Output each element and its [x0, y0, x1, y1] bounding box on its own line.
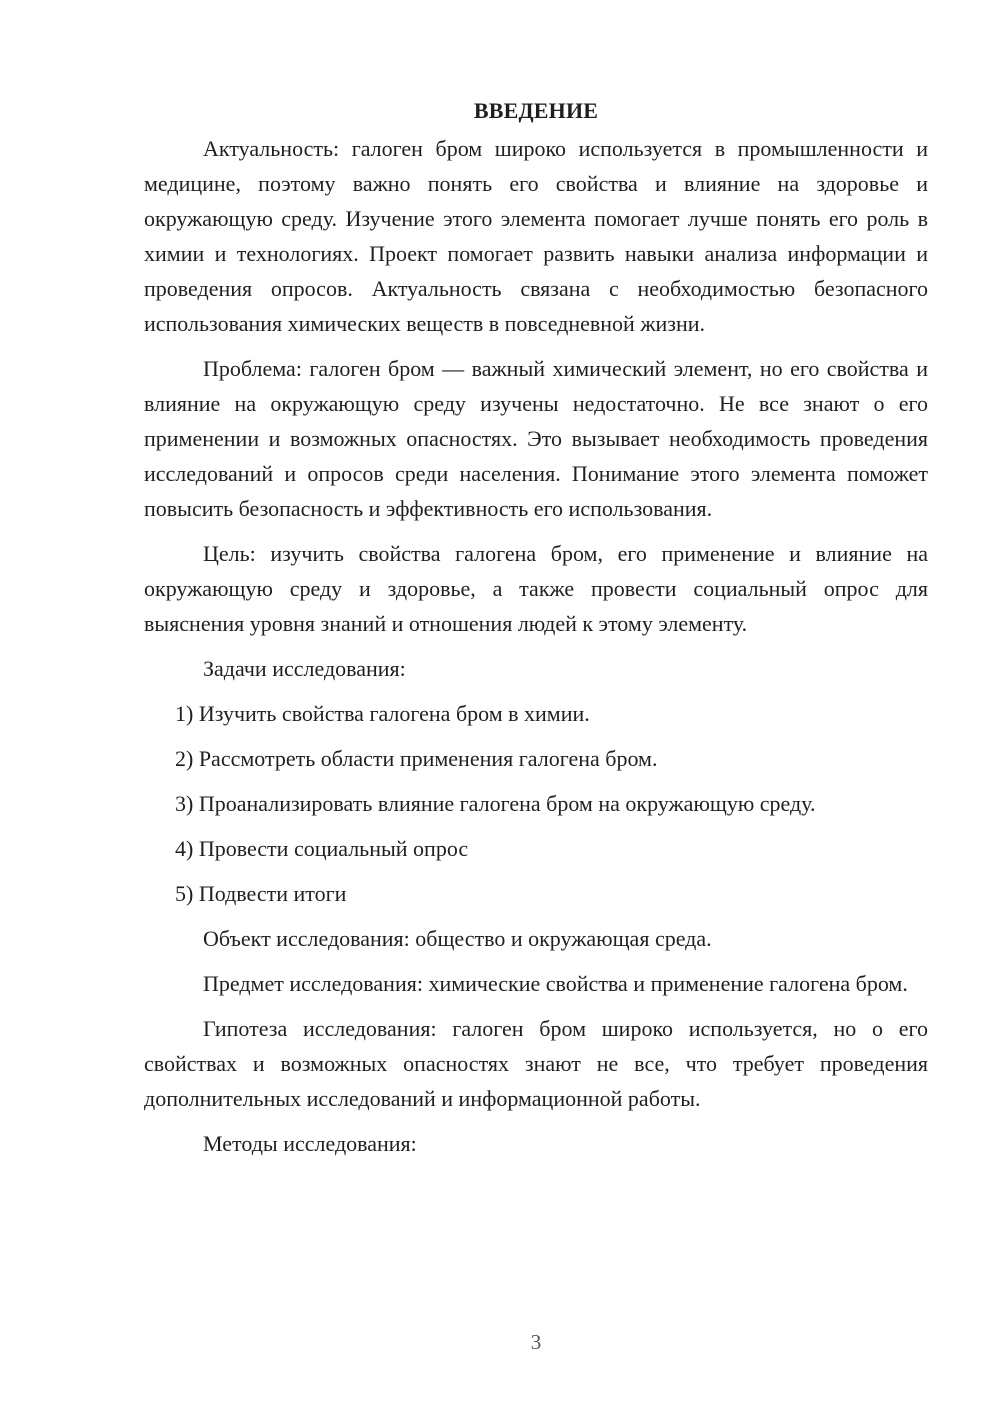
page-number: 3 — [530, 1330, 542, 1354]
task-item-2: 2) Рассмотреть области применения галогена бром. — [175, 746, 658, 771]
hypothesis-paragraph: Гипотеза исследования: галоген бром широко используется, но о его свойствах и возможных опасностях знают не все, что требует проведения дополнительных исследований и информационной работы. — [144, 1016, 928, 1111]
problem-paragraph: Проблема: галоген бром — важный химический элемент, но его свойства и влияние на окружающую среду изучены недостаточно. Не все знают о его применении и возможных опасностях. Это вызывает необходимость проведения исследований и опросов среди населения. Понимание этого элемента поможет повысить безопасность и эффективность его использования. — [144, 356, 928, 521]
tasks-heading: Задачи исследования: — [203, 656, 406, 681]
goal-paragraph: Цель: изучить свойства галогена бром, его применение и влияние на окружающую среду и здоровье, а также провести социальный опрос для выяснения уровня знаний и отношения людей к этому элементу. — [144, 541, 928, 636]
task-item-4: 4) Провести социальный опрос — [175, 836, 469, 861]
document-page — [144, 96, 928, 1171]
relevance-paragraph: Актуальность: галоген бром широко используется в промышленности и медицине, поэтому важно понять его свойства и влияние на здоровье и окружающую среду. Изучение этого элемента помогает лучше понять его роль в химии и технологиях. Проект помогает развить навыки анализа информации и проведения опросов. Актуальность связана с необходимостью безопасного использования химических веществ в повседневной жизни. — [144, 136, 928, 336]
task-list — [144, 696, 928, 911]
methods-paragraph: Методы исследования: — [203, 1131, 417, 1156]
object-paragraph: Объект исследования: общество и окружающая среда. — [203, 926, 712, 951]
task-item-5: 5) Подвести итоги — [175, 881, 347, 906]
page-title: ВВЕДЕНИЕ — [473, 98, 599, 123]
subject-paragraph: Предмет исследования: химические свойства и применение галогена бром. — [203, 971, 908, 996]
task-item-1: 1) Изучить свойства галогена бром в химии. — [175, 701, 590, 726]
task-item-3: 3) Проанализировать влияние галогена бром на окружающую среду. — [175, 791, 816, 816]
